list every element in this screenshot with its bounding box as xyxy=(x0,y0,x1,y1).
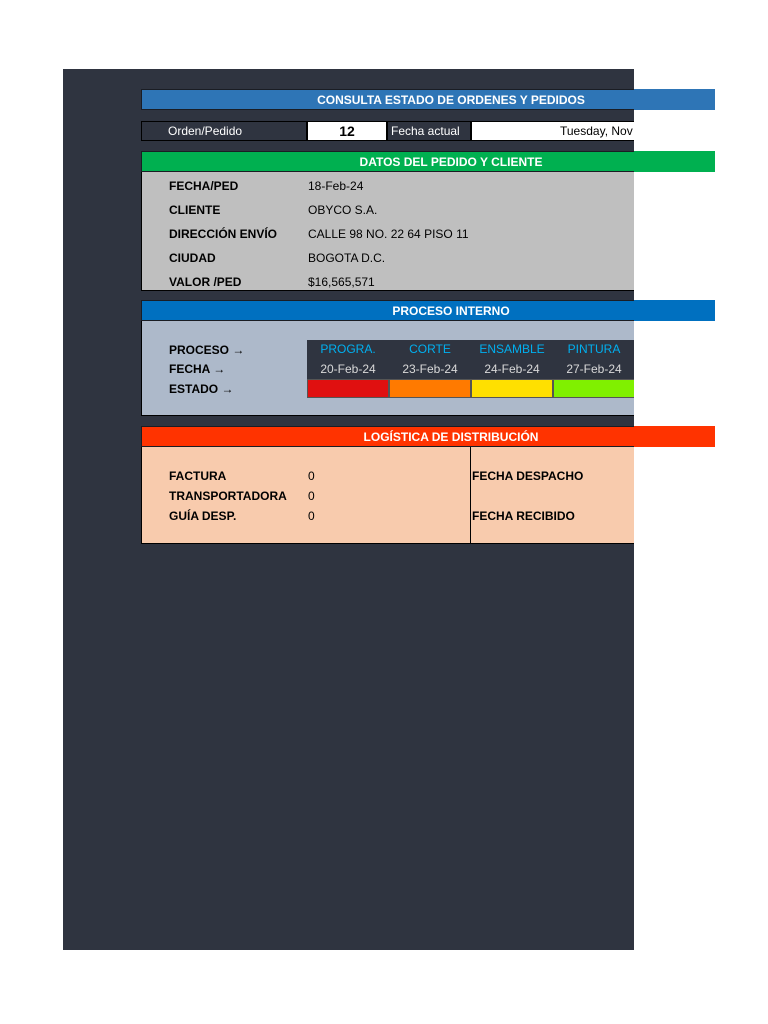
logistica-value-guia: 0 xyxy=(308,509,315,523)
order-label-cell xyxy=(141,121,307,141)
page-title: CONSULTA ESTADO DE ORDENES Y PEDIDOS xyxy=(317,93,585,107)
pedido-value-cliente: OBYCO S.A. xyxy=(308,203,378,217)
logistica-label-factura: FACTURA xyxy=(169,469,227,483)
proceso-title: PROCESO INTERNO xyxy=(392,304,510,318)
pedido-label-direccion: DIRECCIÓN ENVÍO xyxy=(169,227,278,241)
pedido-panel xyxy=(141,172,634,291)
stage-status-progra xyxy=(307,379,389,398)
proceso-header-overflow xyxy=(634,300,715,321)
stage-date-progra: 20-Feb-24 xyxy=(320,362,376,376)
pedido-value-direccion: CALLE 98 NO. 22 64 PISO 11 xyxy=(308,227,469,241)
pedido-value-valor: $16,565,571 xyxy=(308,275,375,289)
pedido-value-ciudad: BOGOTA D.C. xyxy=(308,251,386,265)
logistica-label-guia: GUÍA DESP. xyxy=(169,509,237,523)
pedido-label-fecha: FECHA/PED xyxy=(169,179,239,193)
fecha-row-label: FECHA → xyxy=(169,362,226,376)
pedido-label-valor: VALOR /PED xyxy=(169,275,242,289)
proceso-panel xyxy=(141,321,634,416)
logistica-panel xyxy=(141,447,634,544)
stage-status-corte xyxy=(389,379,471,398)
title-bar xyxy=(141,89,634,110)
pedido-header-overflow xyxy=(634,151,715,172)
stage-date-ensamble: 24-Feb-24 xyxy=(484,362,540,376)
logistica-value-factura: 0 xyxy=(308,469,315,483)
spreadsheet-sheet xyxy=(63,69,634,950)
logistica-value-transportadora: 0 xyxy=(308,489,315,503)
pedido-title: DATOS DEL PEDIDO Y CLIENTE xyxy=(359,155,543,169)
stage-status-ensamble xyxy=(471,379,553,398)
logistica-header xyxy=(141,426,634,447)
proceso-header xyxy=(141,300,634,321)
logistica-divider xyxy=(470,447,471,543)
order-label: Orden/Pedido xyxy=(168,124,243,138)
order-number-input[interactable] xyxy=(307,121,387,141)
title-bar-overflow xyxy=(634,89,715,110)
estado-row-label: ESTADO → xyxy=(169,382,234,396)
current-date-value: Tuesday, Nov xyxy=(560,124,633,138)
pedido-label-cliente: CLIENTE xyxy=(169,203,221,217)
stage-name-progra: PROGRA. xyxy=(320,342,376,356)
logistica-title: LOGÍSTICA DE DISTRIBUCIÓN xyxy=(363,430,539,444)
order-number-value: 12 xyxy=(339,123,355,139)
stage-name-corte: CORTE xyxy=(409,342,451,356)
stage-status-pintura xyxy=(553,379,634,398)
date-label-cell xyxy=(387,121,471,141)
date-label: Fecha actual xyxy=(391,124,460,138)
stage-date-pintura: 27-Feb-24 xyxy=(566,362,622,376)
pedido-label-ciudad: CIUDAD xyxy=(169,251,216,265)
proceso-row-label: PROCESO → xyxy=(169,343,245,357)
logistica-header-overflow xyxy=(634,426,715,447)
current-date-cell xyxy=(471,121,634,141)
pedido-value-fecha: 18-Feb-24 xyxy=(308,179,364,193)
pedido-header xyxy=(141,151,634,172)
fecha-despacho-label: FECHA DESPACHO xyxy=(472,469,584,483)
stage-name-pintura: PINTURA xyxy=(567,342,621,356)
stage-name-ensamble: ENSAMBLE xyxy=(479,342,545,356)
logistica-label-transportadora: TRANSPORTADORA xyxy=(169,489,287,503)
stage-date-corte: 23-Feb-24 xyxy=(402,362,458,376)
fecha-recibido-label: FECHA RECIBIDO xyxy=(472,509,575,523)
